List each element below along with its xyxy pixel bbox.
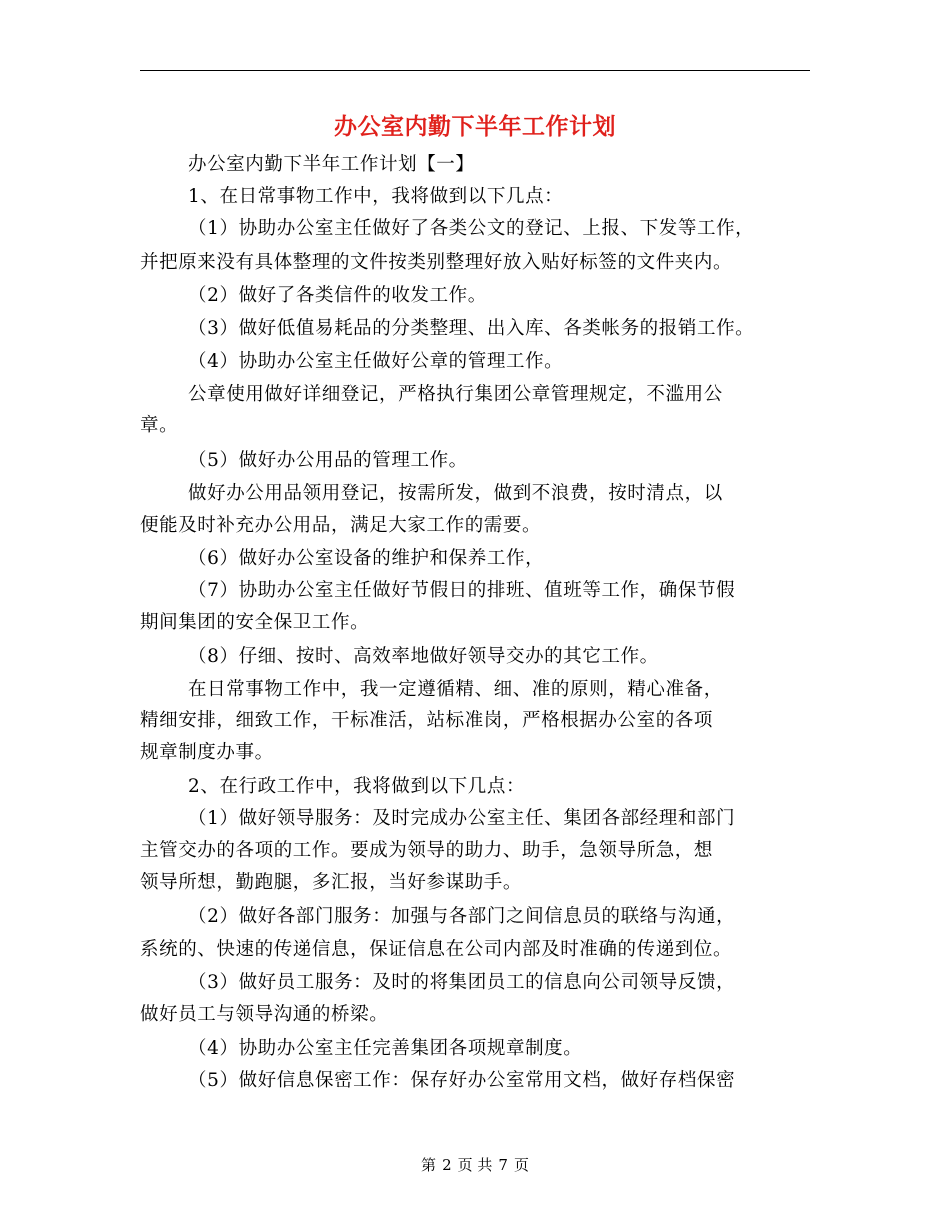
body-line-20: 2、在行政工作中，我将做到以下几点： (188, 776, 526, 797)
body-line-24: （2）做好各部门服务：加强与各部门之间信息员的联络与沟通， (188, 906, 736, 927)
page-footer (0, 1154, 950, 1175)
body-line-12: 便能及时补充办公用品，满足大家工作的需要。 (140, 515, 542, 536)
body-line-2: 1、在日常事物工作中，我将做到以下几点： (188, 186, 564, 207)
body-line-9: 章。 (140, 415, 179, 436)
footer-mid: 页 共 (457, 1156, 493, 1174)
body-line-28: （4）协助办公室主任完善集团各项规章制度。 (188, 1038, 583, 1059)
body-line-26: （3）做好员工服务：及时的将集团员工的信息向公司领导反馈， (188, 972, 736, 993)
body-line-10: （5）做好办公用品的管理工作。 (188, 450, 468, 471)
body-line-27: 做好员工与领导沟通的桥梁。 (140, 1004, 389, 1025)
body-line-29: （5）做好信息保密工作：保存好办公室常用文档，做好存档保密 (188, 1070, 736, 1091)
header-rule (140, 70, 810, 71)
body-line-22: 主管交办的各项的工作。要成为领导的助力、助手，急领导所急，想 (140, 840, 714, 861)
body-line-15: 期间集团的安全保卫工作。 (140, 612, 370, 633)
body-line-18: 精细安排，细致工作，干标准活，站标准岗，严格根据办公室的各项 (140, 710, 714, 731)
body-line-14: （7）协助办公室主任做好节假日的排班、值班等工作，确保节假 (188, 580, 736, 601)
footer-page-number: 2 (442, 1156, 452, 1174)
body-line-11: 做好办公用品领用登记，按需所发，做到不浪费，按时清点，以 (188, 483, 723, 504)
body-line-4: 并把原来没有具体整理的文件按类别整理好放入贴好标签的文件夹内。 (140, 252, 733, 273)
body-line-19: 规章制度办事。 (140, 742, 274, 763)
document-title: 办公室内勤下半年工作计划 (334, 114, 616, 140)
body-line-7: （4）协助办公室主任做好公章的管理工作。 (188, 351, 564, 372)
body-line-17: 在日常事物工作中，我一定遵循精、细、准的原则，精心准备， (188, 679, 723, 700)
body-line-1: 办公室内勤下半年工作计划【一】 (188, 154, 475, 175)
body-line-16: （8）仔细、按时、高效率地做好领导交办的其它工作。 (188, 646, 659, 667)
footer-total-pages: 7 (498, 1156, 508, 1174)
body-line-25: 系统的、快速的传递信息，保证信息在公司内部及时准确的传递到位。 (140, 939, 733, 960)
body-line-5: （2）做好了各类信件的收发工作。 (188, 285, 487, 306)
body-line-13: （6）做好办公室设备的维护和保养工作， (188, 548, 545, 569)
body-line-8: 公章使用做好详细登记，严格执行集团公章管理规定，不滥用公 (188, 384, 723, 405)
body-line-6: （3）做好低值易耗品的分类整理、出入库、各类帐务的报销工作。 (188, 318, 755, 339)
footer-suffix: 页 (513, 1156, 529, 1174)
body-line-21: （1）做好领导服务：及时完成办公室主任、集团各部经理和部门 (188, 808, 736, 829)
footer-prefix: 第 (421, 1156, 437, 1174)
body-line-23: 领导所想，勤跑腿，多汇报，当好参谋助手。 (140, 872, 523, 893)
body-line-3: （1）协助办公室主任做好了各类公文的登记、上报、下发等工作， (188, 218, 755, 239)
